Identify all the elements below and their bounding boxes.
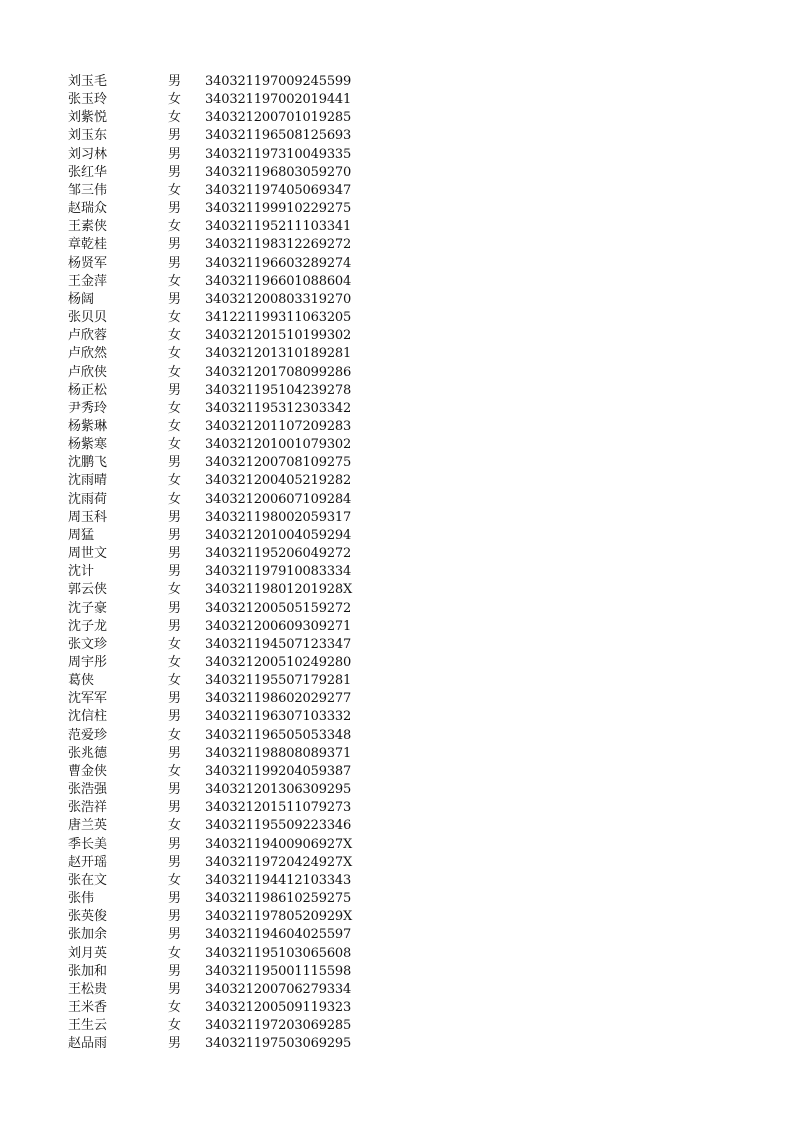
table-row xyxy=(68,291,405,309)
table-row xyxy=(68,127,405,145)
person-id-number: 340321197002019441 xyxy=(205,92,352,108)
table-row xyxy=(68,690,405,708)
table-row xyxy=(68,654,405,672)
person-gender: 男 xyxy=(168,564,182,580)
table-row xyxy=(68,781,405,799)
person-id-number: 340321199910229275 xyxy=(205,201,352,217)
person-gender: 女 xyxy=(168,636,182,652)
person-name: 章乾桂 xyxy=(68,237,108,253)
person-id-number: 340321194604025597 xyxy=(205,927,352,943)
person-id-number: 340321201306309295 xyxy=(205,782,352,798)
person-id-number: 341221199311063205 xyxy=(205,310,352,326)
person-name: 张红华 xyxy=(68,164,108,180)
person-name: 周玉科 xyxy=(68,509,108,525)
person-id-number: 340321194507123347 xyxy=(205,636,352,652)
table-row xyxy=(68,600,405,618)
person-name: 卢欣蓉 xyxy=(68,328,108,344)
person-name: 周猛 xyxy=(68,527,95,543)
person-name: 卢欣侠 xyxy=(68,364,108,380)
table-row xyxy=(68,255,405,273)
table-row xyxy=(68,890,405,908)
person-id-number: 340321200510249280 xyxy=(205,655,352,670)
table-row xyxy=(68,981,405,999)
person-gender: 男 xyxy=(168,618,182,634)
table-row xyxy=(68,908,405,926)
table-row xyxy=(68,382,405,400)
person-id-number: 340321197503069295 xyxy=(205,1036,352,1052)
person-gender: 男 xyxy=(168,782,182,798)
person-gender: 女 xyxy=(168,418,182,434)
table-row xyxy=(68,218,405,236)
person-name: 杨紫寒 xyxy=(68,437,108,453)
person-gender: 女 xyxy=(168,945,182,961)
person-gender: 女 xyxy=(168,182,182,198)
table-row xyxy=(68,109,405,127)
person-gender: 女 xyxy=(168,763,182,779)
person-id-number: 340321197009245599 xyxy=(205,74,352,89)
person-gender: 男 xyxy=(168,891,182,907)
person-name: 杨紫琳 xyxy=(68,418,108,434)
person-gender: 男 xyxy=(168,255,182,271)
person-id-number: 34032119400906927X xyxy=(205,836,353,852)
table-row xyxy=(68,545,405,563)
table-row xyxy=(68,945,405,963)
table-row xyxy=(68,727,405,745)
person-id-number: 340321198610259275 xyxy=(205,891,352,907)
person-id-number: 34032119780520929X xyxy=(205,909,353,925)
person-gender: 男 xyxy=(168,527,182,543)
person-gender: 男 xyxy=(168,291,182,307)
table-row xyxy=(68,364,405,382)
table-row xyxy=(68,182,405,200)
person-name: 王生云 xyxy=(68,1018,108,1034)
person-id-number: 340321197203069285 xyxy=(205,1018,352,1034)
person-id-number: 340321200708109275 xyxy=(205,455,352,471)
person-id-number: 340321201511079273 xyxy=(205,800,352,816)
person-gender: 男 xyxy=(168,745,182,761)
person-gender: 女 xyxy=(168,872,182,888)
table-row xyxy=(68,836,405,854)
person-gender: 女 xyxy=(168,346,182,362)
table-row xyxy=(68,273,405,291)
person-gender: 女 xyxy=(168,110,182,126)
table-row xyxy=(68,799,405,817)
table-row xyxy=(68,563,405,581)
person-id-number: 340321201001079302 xyxy=(205,437,352,453)
person-id-number: 340321201708099286 xyxy=(205,364,352,380)
person-name: 沈信柱 xyxy=(68,709,108,725)
person-name: 杨正松 xyxy=(68,382,108,398)
person-id-number: 340321200607109284 xyxy=(205,491,352,507)
person-gender: 男 xyxy=(168,836,182,852)
person-gender: 女 xyxy=(168,999,182,1015)
person-gender: 女 xyxy=(168,219,182,235)
person-gender: 男 xyxy=(168,201,182,217)
person-name: 赵瑞众 xyxy=(68,201,108,217)
person-name: 王米香 xyxy=(68,999,108,1015)
person-id-number: 340321195509223346 xyxy=(205,818,352,834)
person-id-number: 34032119801201928X xyxy=(205,582,353,598)
person-id-number: 340321196505053348 xyxy=(205,727,352,743)
person-id-number: 340321200803319270 xyxy=(205,291,352,307)
person-gender: 男 xyxy=(168,963,182,979)
table-row xyxy=(68,418,405,436)
table-row xyxy=(68,400,405,418)
person-id-number: 340321195001115598 xyxy=(205,963,352,979)
person-id-number: 340321196508125693 xyxy=(205,128,352,144)
person-gender: 女 xyxy=(168,673,182,689)
person-name: 张浩祥 xyxy=(68,800,108,816)
person-name: 赵品雨 xyxy=(68,1036,108,1052)
person-id-number: 340321198002059317 xyxy=(205,509,352,525)
table-row xyxy=(68,581,405,599)
table-row xyxy=(68,636,405,654)
person-id-number: 340321200609309271 xyxy=(205,618,352,634)
person-name: 刘紫悦 xyxy=(68,110,108,126)
person-id-number: 340321196803059270 xyxy=(205,164,352,180)
person-name: 张文珍 xyxy=(68,636,108,652)
person-gender: 男 xyxy=(168,164,182,180)
person-gender: 男 xyxy=(168,509,182,525)
person-name: 沈鹏飞 xyxy=(68,455,108,471)
person-gender: 女 xyxy=(168,273,182,289)
person-id-number: 340321201310189281 xyxy=(205,346,352,362)
person-gender: 男 xyxy=(168,382,182,398)
table-row xyxy=(68,763,405,781)
person-name: 张浩强 xyxy=(68,782,108,798)
table-row xyxy=(68,926,405,944)
person-gender: 男 xyxy=(168,909,182,925)
person-name: 周宇彤 xyxy=(68,655,108,670)
person-name: 刘玉东 xyxy=(68,128,108,144)
table-row xyxy=(68,854,405,872)
person-name: 沈计 xyxy=(68,564,95,580)
person-id-number: 340321198602029277 xyxy=(205,691,352,707)
person-id-number: 340321200505159272 xyxy=(205,600,352,616)
person-id-number: 340321200706279334 xyxy=(205,981,352,997)
person-name: 沈子龙 xyxy=(68,618,108,634)
roster-table xyxy=(68,73,405,1053)
person-gender: 男 xyxy=(168,146,182,162)
person-name: 范爱珍 xyxy=(68,727,108,743)
person-name: 卢欣然 xyxy=(68,346,108,362)
person-gender: 男 xyxy=(168,691,182,707)
person-id-number: 340321197310049335 xyxy=(205,146,352,162)
person-name: 刘玉毛 xyxy=(68,74,108,89)
table-row xyxy=(68,472,405,490)
person-gender: 女 xyxy=(168,328,182,344)
table-row xyxy=(68,146,405,164)
table-row xyxy=(68,872,405,890)
table-row xyxy=(68,236,405,254)
table-row xyxy=(68,527,405,545)
table-row xyxy=(68,817,405,835)
person-gender: 女 xyxy=(168,437,182,453)
person-id-number: 340321195104239278 xyxy=(205,382,352,398)
person-id-number: 34032119720424927X xyxy=(205,854,353,870)
table-row xyxy=(68,436,405,454)
roster-body xyxy=(68,73,405,1053)
table-row xyxy=(68,672,405,690)
person-id-number: 340321198312269272 xyxy=(205,237,352,253)
table-row xyxy=(68,1017,405,1035)
person-id-number: 340321196603289274 xyxy=(205,255,352,271)
table-row xyxy=(68,454,405,472)
person-gender: 女 xyxy=(168,727,182,743)
person-gender: 女 xyxy=(168,1018,182,1034)
person-id-number: 340321197405069347 xyxy=(205,182,352,198)
table-row xyxy=(68,73,405,91)
person-id-number: 340321201510199302 xyxy=(205,328,352,344)
person-id-number: 340321196307103332 xyxy=(205,709,352,725)
person-gender: 女 xyxy=(168,655,182,670)
person-name: 郭云侠 xyxy=(68,582,108,598)
person-name: 刘习林 xyxy=(68,146,108,162)
person-gender: 女 xyxy=(168,473,182,489)
person-gender: 男 xyxy=(168,854,182,870)
person-name: 沈雨晴 xyxy=(68,473,108,489)
person-id-number: 340321200509119323 xyxy=(205,999,352,1015)
person-id-number: 340321195312303342 xyxy=(205,400,352,416)
person-name: 张伟 xyxy=(68,891,95,907)
person-gender: 女 xyxy=(168,364,182,380)
person-gender: 男 xyxy=(168,128,182,144)
person-gender: 男 xyxy=(168,927,182,943)
table-row xyxy=(68,91,405,109)
person-id-number: 340321200701019285 xyxy=(205,110,352,126)
person-name: 唐兰英 xyxy=(68,818,108,834)
person-gender: 女 xyxy=(168,818,182,834)
person-gender: 男 xyxy=(168,546,182,562)
person-id-number: 340321201107209283 xyxy=(205,418,352,434)
person-name: 杨阔 xyxy=(68,291,95,307)
person-name: 曹金侠 xyxy=(68,763,108,779)
person-gender: 女 xyxy=(168,400,182,416)
person-id-number: 340321195211103341 xyxy=(205,219,352,235)
table-row xyxy=(68,345,405,363)
table-row xyxy=(68,309,405,327)
table-row xyxy=(68,164,405,182)
person-gender: 男 xyxy=(168,74,182,89)
person-name: 王松贵 xyxy=(68,981,108,997)
person-id-number: 340321195507179281 xyxy=(205,673,352,689)
person-name: 邹三伟 xyxy=(68,182,108,198)
person-gender: 男 xyxy=(168,237,182,253)
person-gender: 男 xyxy=(168,981,182,997)
person-name: 张加余 xyxy=(68,927,108,943)
table-row xyxy=(68,999,405,1017)
person-name: 沈雨荷 xyxy=(68,491,108,507)
table-row xyxy=(68,491,405,509)
person-id-number: 340321198808089371 xyxy=(205,745,352,761)
person-name: 张在文 xyxy=(68,872,108,888)
person-name: 沈子豪 xyxy=(68,600,108,616)
person-gender: 女 xyxy=(168,92,182,108)
person-gender: 男 xyxy=(168,800,182,816)
person-id-number: 340321201004059294 xyxy=(205,527,352,543)
person-name: 沈军军 xyxy=(68,691,108,707)
person-name: 王素侠 xyxy=(68,219,108,235)
person-gender: 男 xyxy=(168,1036,182,1052)
person-name: 张贝贝 xyxy=(68,310,108,326)
person-name: 王金萍 xyxy=(68,273,108,289)
person-id-number: 340321199204059387 xyxy=(205,763,352,779)
person-name: 周世文 xyxy=(68,546,108,562)
person-id-number: 340321197910083334 xyxy=(205,564,352,580)
person-name: 尹秀玲 xyxy=(68,400,108,416)
person-id-number: 340321194412103343 xyxy=(205,872,352,888)
person-gender: 男 xyxy=(168,455,182,471)
person-gender: 女 xyxy=(168,491,182,507)
table-row xyxy=(68,708,405,726)
table-row xyxy=(68,327,405,345)
person-gender: 男 xyxy=(168,709,182,725)
table-row xyxy=(68,618,405,636)
person-id-number: 340321200405219282 xyxy=(205,473,352,489)
table-row xyxy=(68,200,405,218)
person-id-number: 340321196601088604 xyxy=(205,273,352,289)
person-name: 张兆德 xyxy=(68,745,108,761)
table-row xyxy=(68,963,405,981)
person-name: 杨贤军 xyxy=(68,255,108,271)
person-name: 刘月英 xyxy=(68,945,108,961)
person-gender: 女 xyxy=(168,310,182,326)
table-row xyxy=(68,509,405,527)
person-name: 张加和 xyxy=(68,963,108,979)
person-gender: 男 xyxy=(168,600,182,616)
person-name: 季长美 xyxy=(68,836,108,852)
person-gender: 女 xyxy=(168,582,182,598)
table-row xyxy=(68,1035,405,1053)
person-name: 葛侠 xyxy=(68,673,95,689)
person-id-number: 340321195206049272 xyxy=(205,546,352,562)
person-name: 赵开瑶 xyxy=(68,854,108,870)
person-name: 张玉玲 xyxy=(68,92,108,108)
table-row xyxy=(68,745,405,763)
person-id-number: 340321195103065608 xyxy=(205,945,352,961)
person-name: 张英俊 xyxy=(68,909,108,925)
